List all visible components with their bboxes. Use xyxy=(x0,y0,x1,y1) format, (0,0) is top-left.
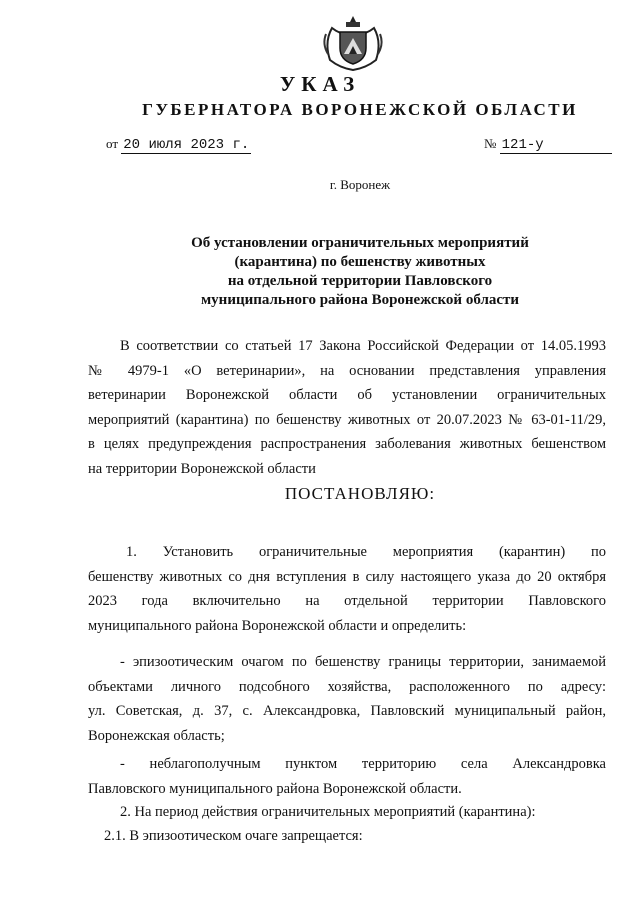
document-title: УКАЗ xyxy=(279,72,361,96)
number-prefix: № xyxy=(484,136,497,151)
intro-line: В соответствии со статьей 17 Закона Российской Федерации от 14.05.1993 xyxy=(120,338,606,354)
point-2-1-paragraph: 2.1. В эпизоотическом очаге запрещается: xyxy=(104,828,363,844)
dash-2-line: - неблагополучным пунктом территорию села Александровка xyxy=(120,756,606,772)
point-1-line: бешенству животных со дня вступления в силу настоящего указа до 20 октября xyxy=(88,568,606,585)
date-prefix: от xyxy=(106,136,119,151)
point-1-line: 2023 года включительно на отдельной территории Павловского xyxy=(88,593,606,609)
dash-1-line: - эпизоотическим очагом по бешенству границы территории, занимаемой xyxy=(120,654,606,670)
dash-2-line: Павловского муниципального района Воронежской области. xyxy=(88,780,462,797)
point-1-line: 1. Установить ограничительные мероприятия (карантин) по xyxy=(126,544,606,560)
number-value: 121-у xyxy=(500,137,612,154)
coat-of-arms-emblem xyxy=(318,14,388,72)
dash-item-unsafe-point xyxy=(88,752,606,801)
decree-word: ПОСТАНОВЛЯЮ: xyxy=(284,484,436,503)
document-subtitle: ГУБЕРНАТОРА ВОРОНЕЖСКОЙ ОБЛАСТИ xyxy=(142,100,578,119)
point-1-line: муниципального района Воронежской области и определить: xyxy=(88,617,467,634)
decree-subject xyxy=(120,234,600,310)
number-field xyxy=(484,136,612,154)
intro-line: мероприятий (карантина) по бешенству животных от 20.07.2023 № 63-01-11/29, xyxy=(88,411,606,428)
dash-1-line: ул. Советская, д. 37, с. Александровка, Павловский муниципальный район, xyxy=(88,703,606,719)
dash-item-focus xyxy=(88,650,606,748)
point-1-paragraph xyxy=(88,540,606,638)
intro-line: № 4979-1 «О ветеринарии», на основании представления управления xyxy=(88,362,606,379)
subject-line: муниципального района Воронежской области xyxy=(200,292,520,308)
subject-line: Об установлении ограничительных мероприятий xyxy=(191,235,529,251)
point-2-paragraph: 2. На период действия ограничительных мероприятий (карантина): xyxy=(120,804,536,820)
dash-1-line: Воронежская область; xyxy=(88,727,225,744)
intro-line: ветеринарии Воронежской области об установлении ограничительных xyxy=(88,387,606,403)
intro-line: на территории Воронежской области xyxy=(88,460,316,477)
intro-paragraph xyxy=(88,334,606,481)
dash-1-line: объектами личного подсобного хозяйства, расположенного по адресу: xyxy=(88,678,606,695)
date-field xyxy=(106,136,251,154)
city-label: г. Воронеж xyxy=(329,177,391,192)
date-value: 20 июля 2023 г. xyxy=(123,137,250,153)
intro-line: в целях предупреждения распространения заболевания животных бешенством xyxy=(88,436,606,452)
subject-line: на отдельной территории Павловского xyxy=(227,273,493,289)
subject-line: (карантина) по бешенству животных xyxy=(234,254,486,270)
